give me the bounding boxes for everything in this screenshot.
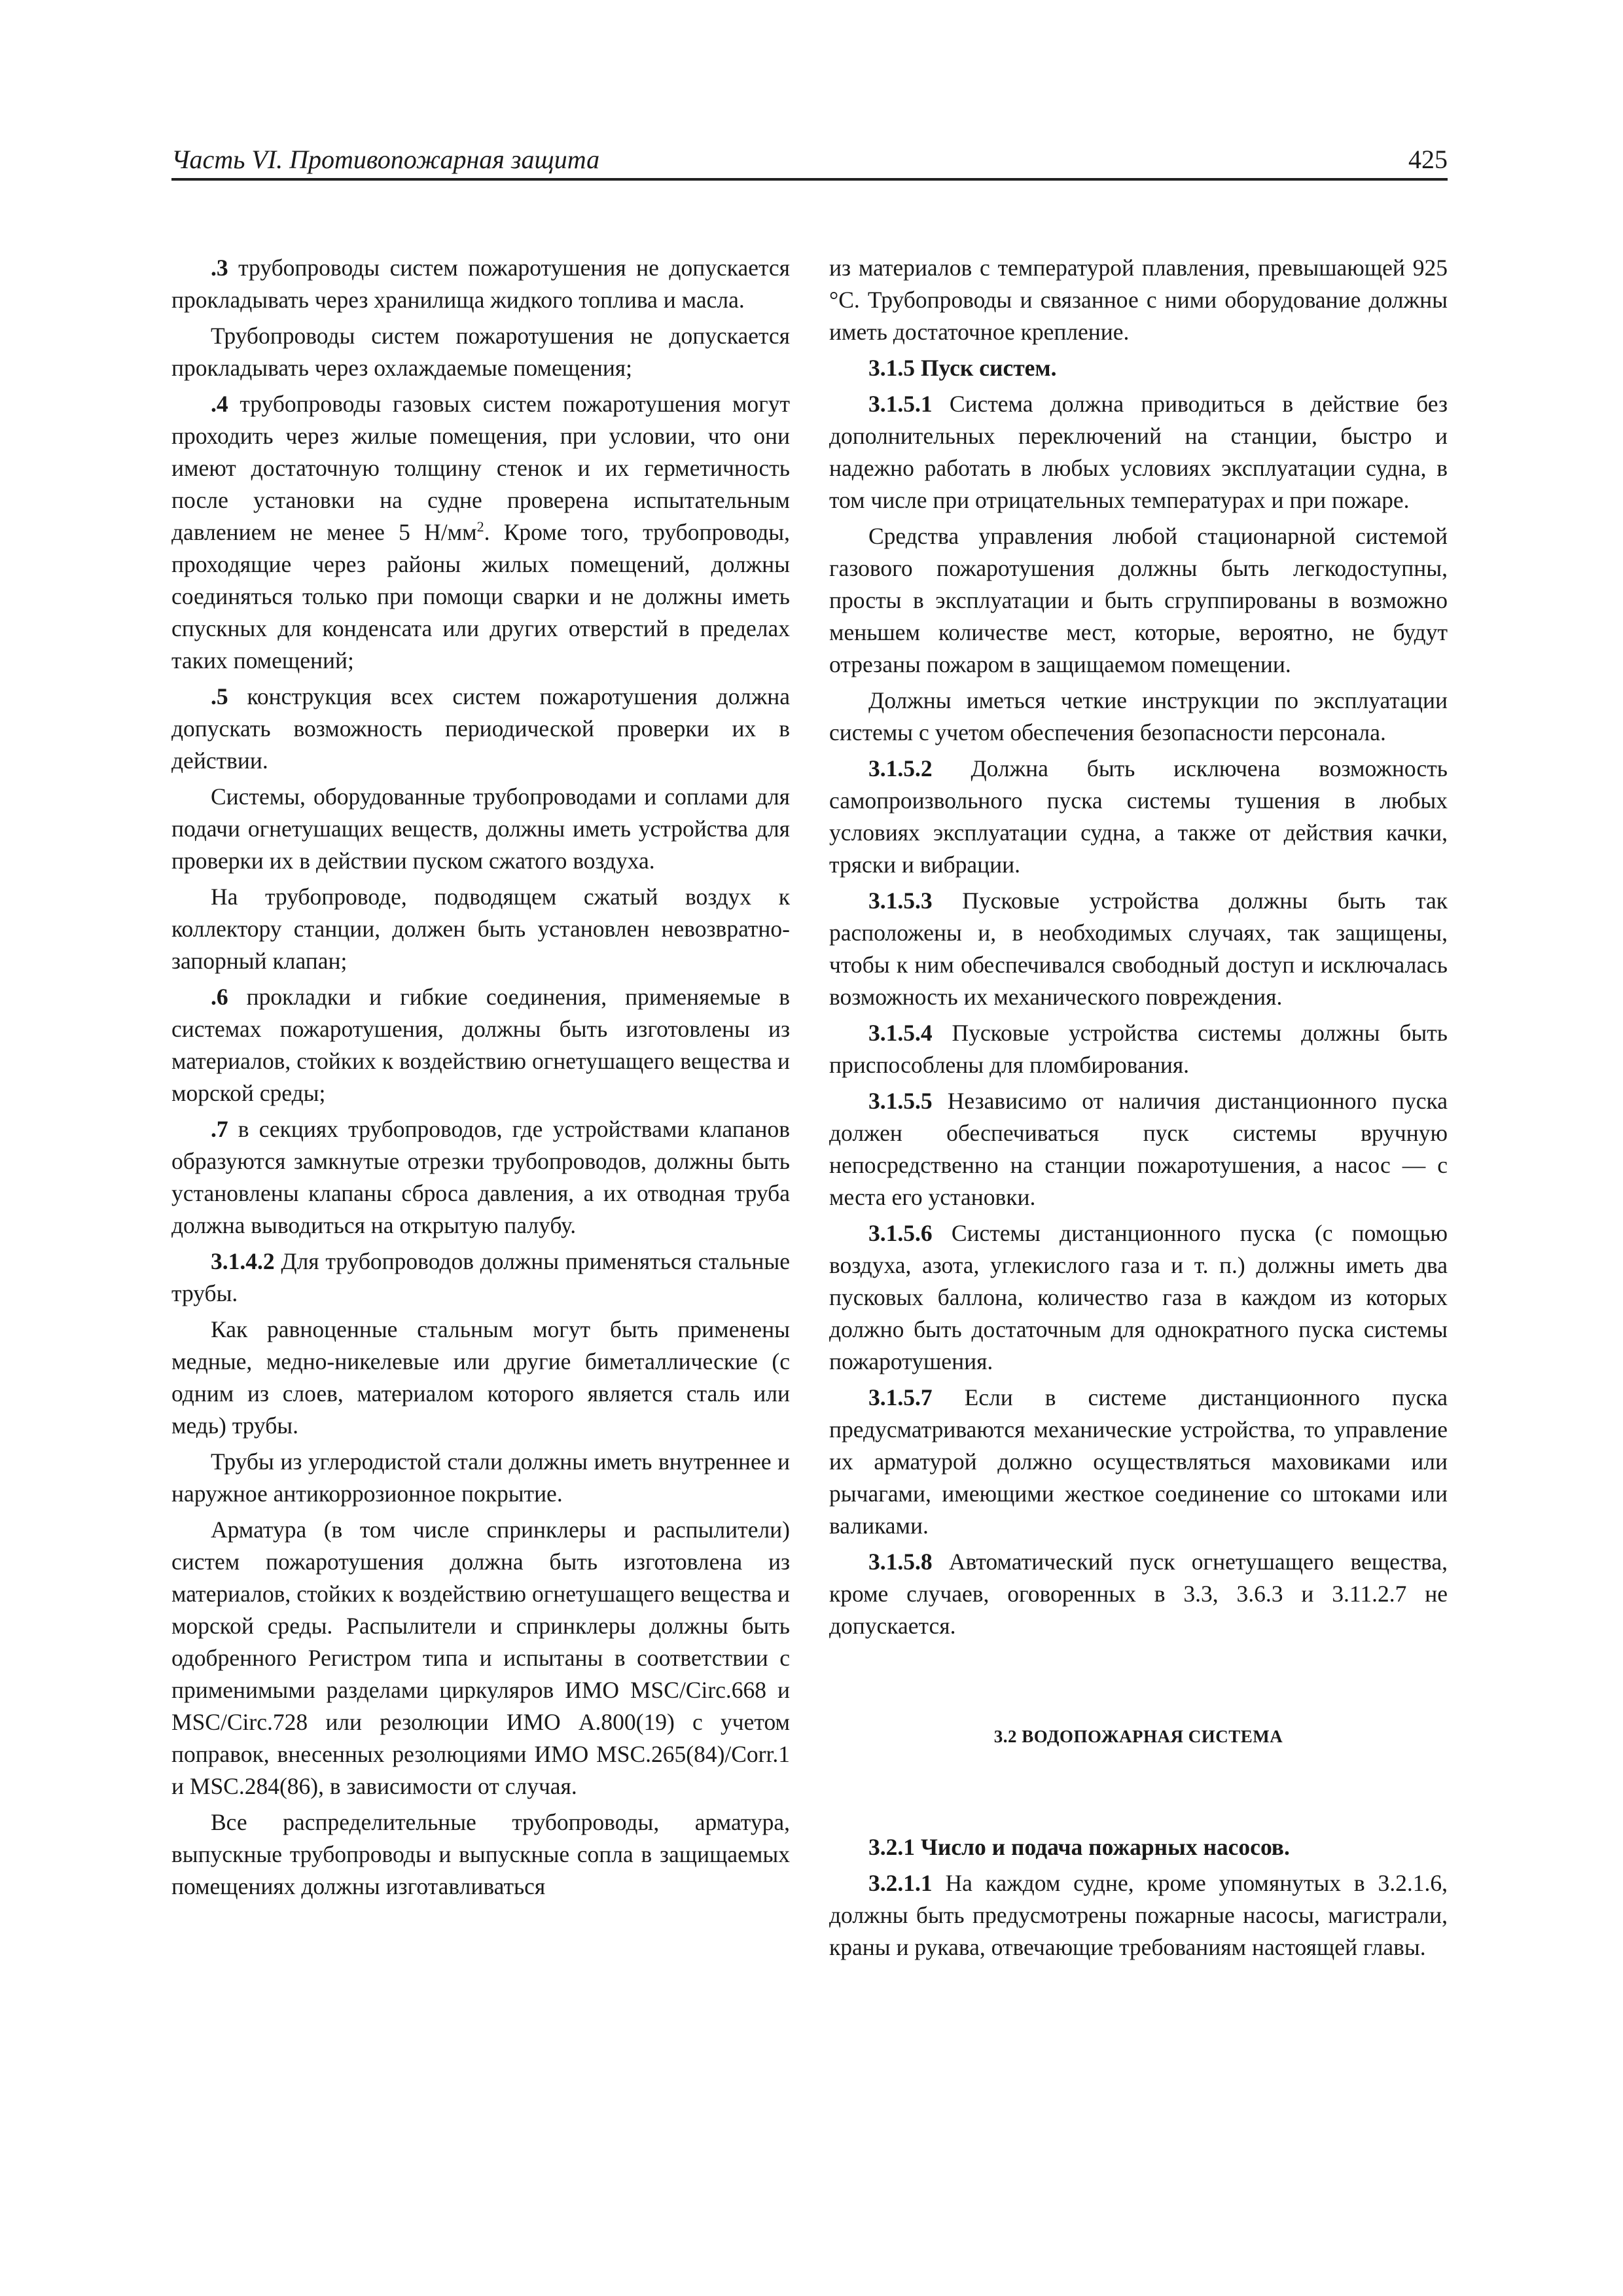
paragraph: 3.1.5.7 Если в системе дистанционного пуска предусматриваются механические устройства, то управление их арматурой должно осуществляться маховиками или рычагами, имеющими жесткое соединение со штоками или валиками. — [829, 1384, 1448, 1539]
paragraph: 3.1.4.2 Для трубопроводов должны применяться стальные трубы. — [171, 1248, 790, 1306]
paragraph: 3.1.5.5 Независимо от наличия дистанционного пуска должен обеспечиваться пуск системы вручную непосредственно на станции пожаротушения, а насос — с места его установки. — [829, 1088, 1448, 1210]
paragraph: из материалов с температурой плавления, превышающей 925 °С. Трубопроводы и связанное с ними оборудование должны иметь достаточное крепление. — [829, 255, 1448, 345]
paragraph: Средства управления любой стационарной системой газового пожаротушения должны быть легкодоступны, просты в эксплуатации и быть сгруппированы в возможно меньшем количестве мест, которые, вероятно, не будут отрезаны пожаром в защищаемом помещении. — [829, 523, 1448, 677]
page-number: 425 — [1408, 145, 1448, 174]
paragraph: .5 конструкция всех систем пожаротушения должна допускать возможность периодической проверки их в действии. — [171, 683, 790, 774]
paragraph: Как равноценные стальным могут быть применены медные, медно-никелевые или другие биметаллические (с одним из слоев, материалом которого является сталь или медь) трубы. — [171, 1316, 790, 1439]
paragraph: Системы, оборудованные трубопроводами и соплами для подачи огнетушащих веществ, должны иметь устройства для проверки их в действии пуском сжатого воздуха. — [171, 783, 790, 874]
paragraph: 3.1.5.6 Системы дистанционного пуска (с помощью воздуха, азота, углекислого газа и т. п.) должны иметь два пусковых баллона, количество газа в каждом из которых должно быть достаточным для однократного пуска системы пожаротушения. — [829, 1220, 1448, 1374]
section-title: 3.2 ВОДОПОЖАРНАЯ СИСТЕМА — [993, 1727, 1283, 1746]
paragraph: 3.1.5.4 Пусковые устройства системы должны быть приспособлены для пломбирования. — [829, 1020, 1448, 1078]
paragraph: .3 трубопроводы систем пожаротушения не допускается прокладывать через хранилища жидкого топлива и масла. — [171, 255, 790, 313]
subsection-heading: 3.2.1 Число и подача пожарных насосов. — [868, 1834, 1290, 1860]
paragraph: 3.1.5.1 Система должна приводиться в действие без дополнительных переключений на станции, быстро и надежно работать в любых условиях эксплуатации судна, в том числе при отрицательных температурах и при пожаре. — [829, 391, 1448, 513]
paragraph: .6 прокладки и гибкие соединения, применяемые в системах пожаротушения, должны быть изготовлены из материалов, стойких к воздействию огнетушащего вещества и морской среды; — [171, 984, 790, 1106]
left-column — [171, 252, 790, 1907]
page-header — [171, 139, 1448, 181]
paragraph: 3.1.5.8 Автоматический пуск огнетушащего вещества, кроме случаев, оговоренных в 3.3, 3.6.3 и 3.11.2.7 не допускается. — [829, 1549, 1448, 1639]
paragraph: .7 в секциях трубопроводов, где устройствами клапанов образуются замкнутые отрезки трубопроводов, должны быть установлены клапаны сброса давления, а их отводная труба должна выводиться на открытую палубу. — [171, 1116, 790, 1238]
right-column — [829, 252, 1448, 1967]
paragraph: 3.1.5.2 Должна быть исключена возможность самопроизвольного пуска системы тушения в любых условиях эксплуатации судна, а также от действия качки, тряски и вибрации. — [829, 755, 1448, 878]
paragraph: .4 трубопроводы газовых систем пожаротушения могут проходить через жилые помещения, при условии, что они имеют достаточную толщину стенок и их герметичность после установки на судне проверена испытательным давлением не менее 5 $Н/мм^2$. Кроме того, трубопроводы, проходящие через районы жилых помещений, должны соединяться только при помощи сварки и не должны иметь спускных для конденсата или других отверстий в пределах таких помещений; — [171, 391, 790, 673]
paragraph: 3.1.5.3 Пусковые устройства должны быть так расположены и, в необходимых случаях, так защищены, чтобы к ним обеспечивался свободный доступ и исключалась возможность их механического повреждения. — [829, 888, 1448, 1010]
paragraph: Все распределительные трубопроводы, арматура, выпускные трубопроводы и выпускные сопла в защищаемых помещениях должны изготавливаться — [171, 1809, 790, 1899]
paragraph: Арматура (в том числе спринклеры и распылители) систем пожаротушения должна быть изготовлена из материалов, стойких к воздействию огнетушащего вещества и морской среды. Распылители и спринклеры должны быть одобренного Регистром типа и испытаны в соответствии с применимыми разделами циркуляров ИМО MSC/Circ.668 и MSC/Circ.728 или резолюции ИМО А.800(19) с учетом поправок, внесенных резолюциями ИМО MSC.265(84)/Corr.1 и MSC.284(86), в зависимости от случая. — [171, 1516, 790, 1799]
paragraph: Трубы из углеродистой стали должны иметь внутреннее и наружное антикоррозионное покрытие. — [171, 1448, 790, 1507]
running-title: Часть VI. Противопожарная защита — [171, 145, 600, 174]
paragraph: На трубопроводе, подводящем сжатый воздух к коллектору станции, должен быть установлен невозвратно-запорный клапан; — [171, 884, 790, 974]
paragraph: Должны иметься четкие инструкции по эксплуатации системы с учетом обеспечения безопасности персонала. — [829, 687, 1448, 745]
subsection-heading: 3.1.5 Пуск систем. — [868, 355, 1057, 381]
paragraph: Трубопроводы систем пожаротушения не допускается прокладывать через охлаждаемые помещения; — [171, 323, 790, 381]
paragraph: 3.2.1.1 На каждом судне, кроме упомянутых в 3.2.1.6, должны быть предусмотрены пожарные насосы, магистрали, краны и рукава, отвечающие требованиям настоящей главы. — [829, 1870, 1448, 1960]
